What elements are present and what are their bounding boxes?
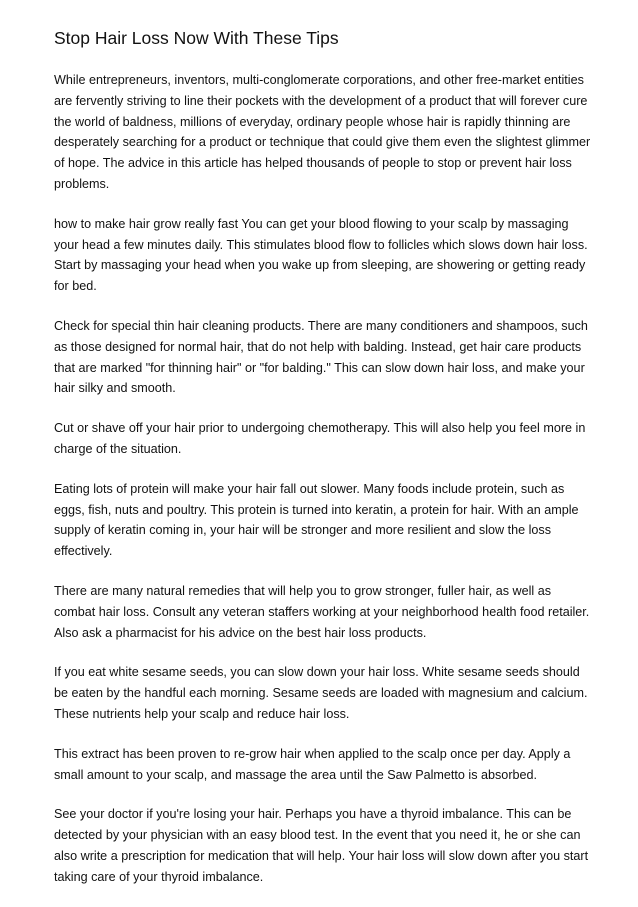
paragraph-protein: Eating lots of protein will make your hair fall out slower. Many foods include protein, such as eggs, fish, nuts and poultry. This protein is turned into keratin, a protein for hair. With an ample supply of keratin coming in, your hair will be stronger and more resilient and slow the loss effectively. — [54, 481, 579, 559]
document-page — [54, 26, 592, 907]
paragraph-natural-remedies: There are many natural remedies that will help you to grow stronger, fuller hair, as well as combat hair loss. Consult any veteran staffers working at your neighborhood health food retailer. Also ask a pharmacist for his advice on the best hair loss products. — [54, 583, 590, 640]
paragraph-chemotherapy: Cut or shave off your hair prior to undergoing chemotherapy. This will also help you feel more in charge of the situation. — [54, 421, 586, 456]
page-title: Stop Hair Loss Now With These Tips — [54, 28, 339, 48]
paragraph-products: Check for special thin hair cleaning products. There are many conditioners and shampoos, such as those designed for normal hair, that do not help with balding. Instead, get hair care products that are marked "for thinning hair" or "for balding." This can slow down hair loss, and make your hair silky and smooth. — [54, 318, 588, 396]
paragraph-thyroid: See your doctor if you're losing your hair. Perhaps you have a thyroid imbalance. This can be detected by your physician with an easy blood test. In the event that you need it, he or she can also write a prescription for medication that will help. Your hair loss will slow down after you start taking care of your thyroid imbalance. — [54, 807, 589, 884]
paragraph-saw-palmetto: This extract has been proven to re-grow hair when applied to the scalp once per day. Apply a small amount to your scalp, and massage the area until the Saw Palmetto is absorbed. — [54, 746, 571, 782]
paragraph-intro: While entrepreneurs, inventors, multi-conglomerate corporations, and other free-market entities are fervently striving to line their pockets with the development of a product that will forever cure the world of baldness, millions of everyday, ordinary people whose hair is rapidly thinning are desperately searching for a product or technique that could give them even the slightest glimmer of hope. The advice in this article has helped thousands of people to stop or prevent hair loss problems. — [54, 73, 591, 191]
paragraph-massage: how to make hair grow really fast You can get your blood flowing to your scalp by massaging your head a few minutes daily. This stimulates blood flow to follicles which slows down hair loss. Start by massaging your head when you wake up from sleeping, are showering or getting ready for bed. — [54, 216, 588, 294]
paragraph-sesame-seeds: If you eat white sesame seeds, you can slow down your hair loss. White sesame seeds should be eaten by the handful each morning. Sesame seeds are loaded with magnesium and calcium. These nutrients help your scalp and reduce hair loss. — [54, 665, 588, 721]
